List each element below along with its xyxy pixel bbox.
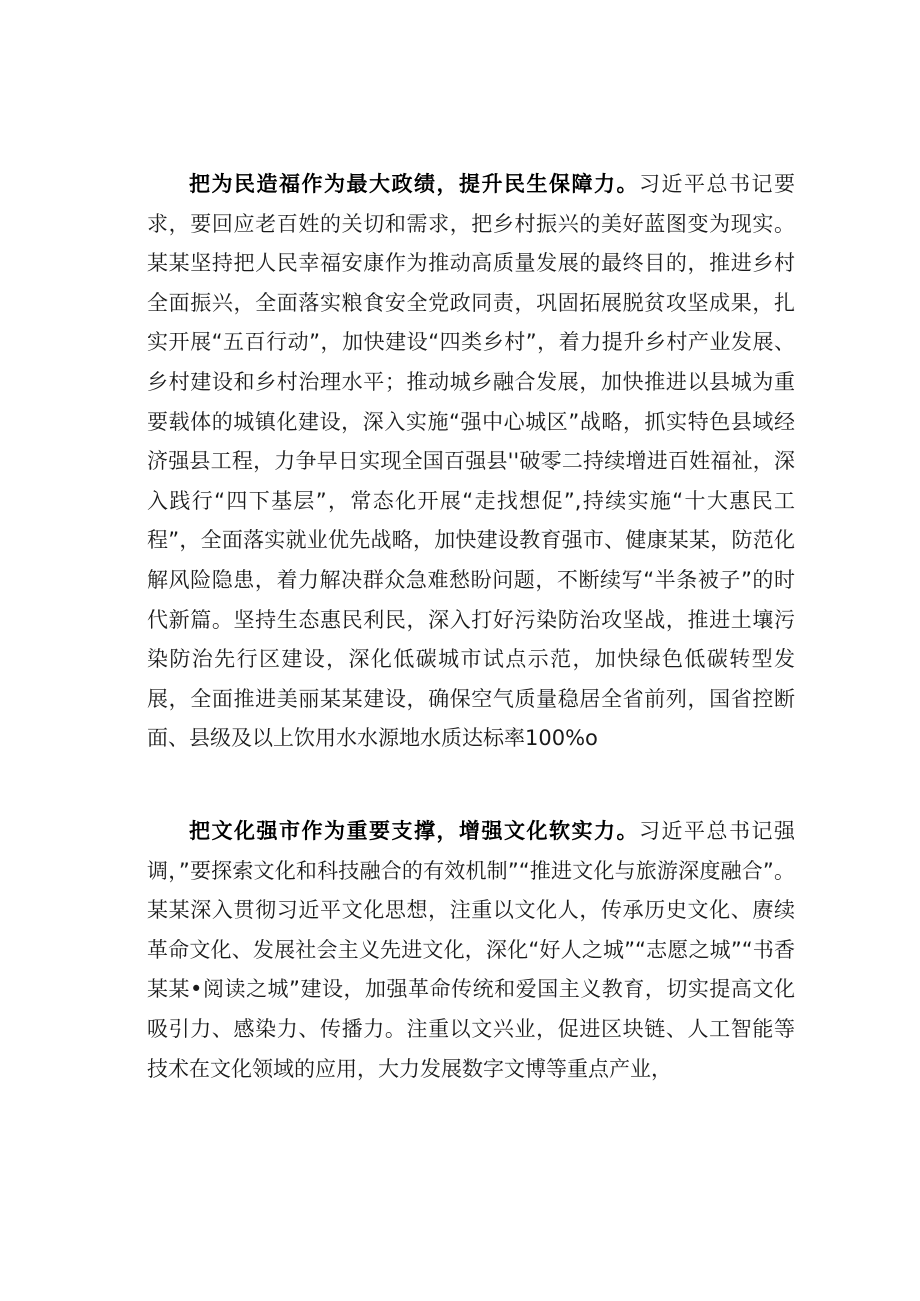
- paragraph-text: [147, 812, 795, 1089]
- paragraph-livelihood: [147, 165, 795, 759]
- paragraph-culture: [147, 812, 795, 1089]
- paragraph-body: 习近平总书记要求，要回应老百姓的关切和需求，把乡村振兴的美好蓝图变为现实。某某坚持把人民幸福安康作为推动高质量发展的最终目的，推进乡村全面振兴，全面落实粮食安全党政同责，巩固拓展脱贫攻坚成果，扎实开展“五百行动”，加快建设“四类乡村”，着力提升乡村产业发展、乡村建设和乡村治理水平；推动城乡融合发展，加快推进以县城为重要载体的城镇化建设，深入实施“强中心城区”战略，抓实特色县域经济强县工程，力争早日实现全国百强县''破零二持续增进百姓福祉，深入践行“四下基层”，常态化开展“走找想促”,持续实施“十大惠民工程”，全面落实就业优先战略，加快建设教育强市、健康某某，防范化解风险隐患，着力解决群众急难愁盼问题，不断续写“半条被子”的时代新篇。坚持生态惠民利民，深入打好污染防治攻坚战，推进土壤污染防治先行区建设，深化低碳城市试点示范，加快绿色低碳转型发展，全面推进美丽某某建设，确保空气质量稳居全省前列，国省控断面、县级及以上饮用水水源地水质达标率100%o: [147, 172, 795, 751]
- paragraph-text: [147, 165, 795, 759]
- paragraph-heading: 把为民造福作为最大政绩，提升民生保障力。: [189, 172, 639, 196]
- paragraph-heading: 把文化强市作为重要支撑，增强文化软实力。: [189, 819, 639, 843]
- paragraph-body: 习近平总书记强调，”要探索文化和科技融合的有效机制”“推进文化与旅游深度融合”。某某深入贯彻习近平文化思想，注重以文化人，传承历史文化、赓续革命文化、发展社会主义先进文化，深化“好人之城”“志愿之城”“书香某某•阅读之城”建设，加强革命传统和爱国主义教育，切实提高文化吸引力、感染力、传播力。注重以文兴业，促进区块链、人工智能等技术在文化领域的应用，大力发展数字文博等重点产业，: [147, 819, 795, 1081]
